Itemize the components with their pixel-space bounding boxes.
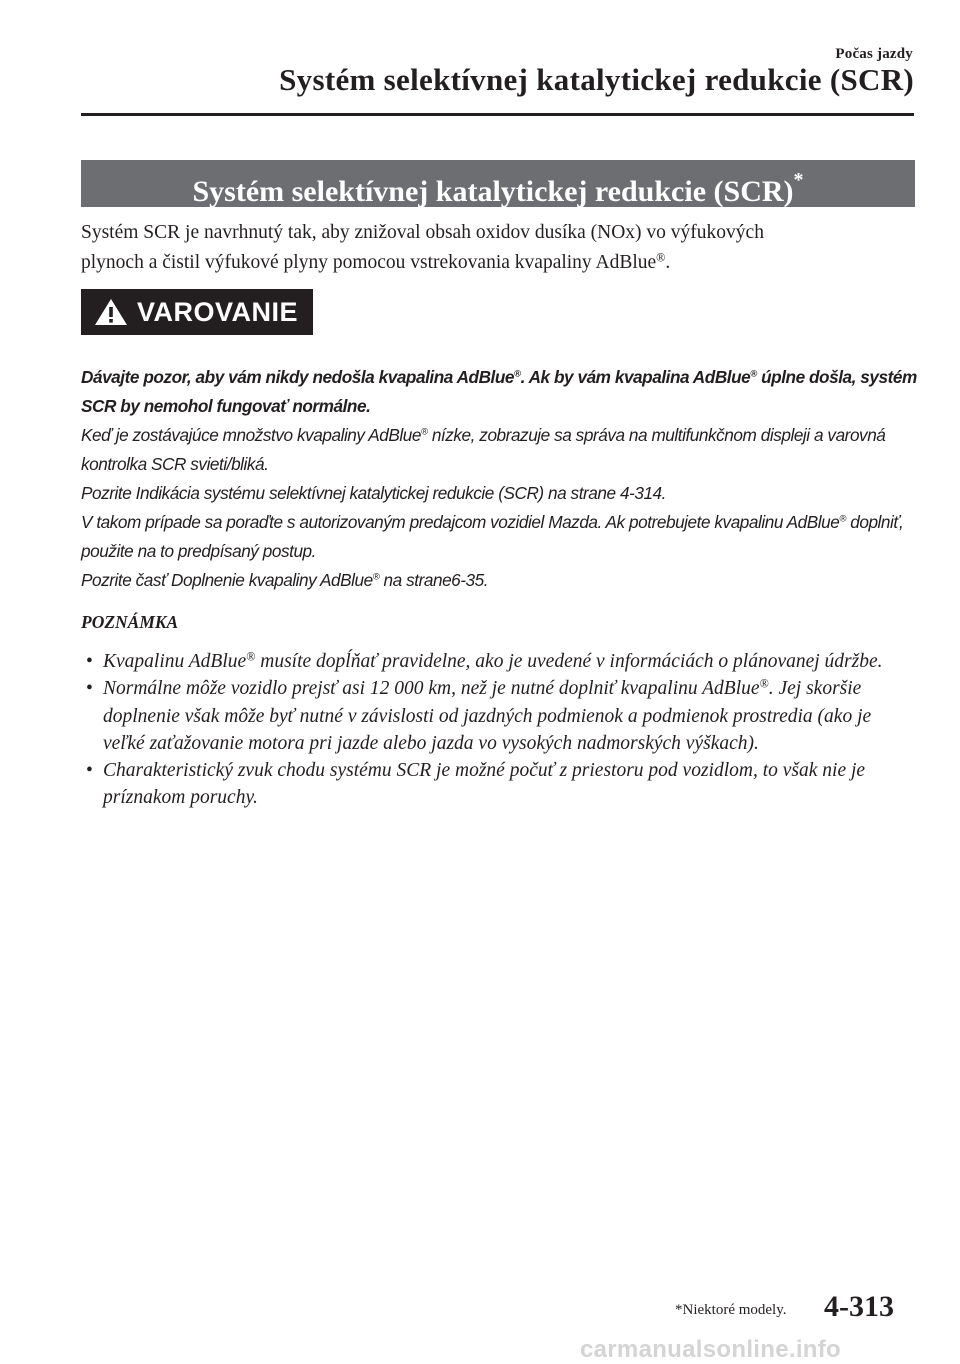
warning-p4-part-a: Pozrite časť Doplnenie kvapaliny AdBlue (81, 570, 373, 590)
list-item (86, 757, 916, 812)
registered-mark: ® (839, 513, 846, 525)
list-item (86, 675, 916, 757)
registered-mark: ® (420, 426, 428, 438)
registered-mark: ® (656, 250, 666, 265)
note-item-2-part-b: . Jej skoršie doplnenie však môže byť nutné v závislosti od jazdných podmienok a podmienok prostredia (ako je veľké zaťažovanie motora pri jazde alebo jazda vo vysokých nadmorských výškach). (103, 678, 872, 754)
intro-end: . (665, 252, 671, 273)
registered-mark: ® (372, 571, 380, 583)
registered-mark: ® (246, 649, 256, 664)
registered-mark: ® (514, 368, 521, 380)
section-asterisk: * (793, 169, 804, 191)
chapter-title: Počas jazdy (835, 46, 913, 62)
footnote: *Niektoré modely. (675, 1302, 787, 1318)
warning-bold-part-2: . Ak by vám kvapalina AdBlue (520, 367, 751, 387)
list-item (86, 648, 916, 675)
page-header-title: Systém selektívnej katalytickej redukcie (SCR) (279, 62, 914, 97)
watermark: carmanualsonline.info (580, 1336, 842, 1363)
warning-bold-part-3: úplne došla, systém SCR by nemohol fungovať normálne. (81, 367, 917, 416)
warning-p3-part-b: doplniť, použite na to predpísaný postup. (81, 512, 904, 561)
intro-line-1: Systém SCR je navrhnutý tak, aby znižoval obsah oxidov dusíka (NOx) vo výfukových (81, 222, 764, 243)
warning-text (81, 363, 921, 595)
warning-label: VAROVANIE (137, 297, 299, 327)
note-item-2-part-a: Normálne môže vozidlo prejsť asi 12 000 km, než je nutné doplniť kvapalinu AdBlue (103, 678, 760, 700)
warning-paragraph-4 (81, 566, 921, 595)
note-item-1-part-b: musíte dopĺňať pravidelne, ako je uvedené v informáciách o plánovanej údržbe. (255, 651, 883, 672)
intro-paragraph (81, 218, 915, 278)
bullet: • (86, 760, 93, 782)
warning-paragraph-2: Pozrite Indikácia systému selektívnej katalytickej redukcie (SCR) na strane 4-314. (81, 483, 666, 503)
warning-bold-paragraph (81, 363, 921, 421)
section-banner (81, 160, 915, 207)
header-rule (81, 113, 914, 116)
intro-line-2: plynoch a čistil výfukové plyny pomocou vstrekovania kvapaliny AdBlue (81, 252, 657, 273)
registered-mark: ® (750, 368, 757, 380)
warning-p1-part-a: Keď je zostávajúce množstvo kvapaliny AdBlue (81, 425, 421, 445)
note-item-1-part-a: Kvapalinu AdBlue (103, 651, 247, 672)
warning-p4-part-b: na strane6-35. (379, 570, 489, 590)
warning-paragraph-1 (81, 421, 921, 479)
bullet: • (86, 651, 93, 672)
note-item-3: Charakteristický zvuk chodu systému SCR je možné počuť z priestoru pod vozidlom, to však nie je príznakom poruchy. (103, 760, 866, 809)
warning-p1-part-b: nízke, zobrazuje sa správa na multifunkčnom displeji a varovná kontrolka SCR svieti/bliká. (81, 425, 886, 474)
warning-bold-part-1: Dávajte pozor, aby vám nikdy nedošla kvapalina AdBlue (81, 367, 515, 387)
note-title: POZNÁMKA (81, 612, 179, 632)
registered-mark: ® (759, 676, 769, 691)
section-title: Systém selektívnej katalytickej redukcie (SCR) (192, 175, 794, 208)
warning-triangle-icon (93, 297, 129, 327)
warning-paragraph-3 (81, 508, 921, 566)
warning-p3-part-a: V takom prípade sa poraďte s autorizovaným predajcom vozidiel Mazda. Ak potrebujete kvapalinu AdBlue (81, 512, 840, 532)
page-number: 4-313 (824, 1290, 894, 1323)
note-list (86, 648, 916, 812)
bullet: • (86, 678, 93, 700)
warning-badge (81, 289, 313, 335)
